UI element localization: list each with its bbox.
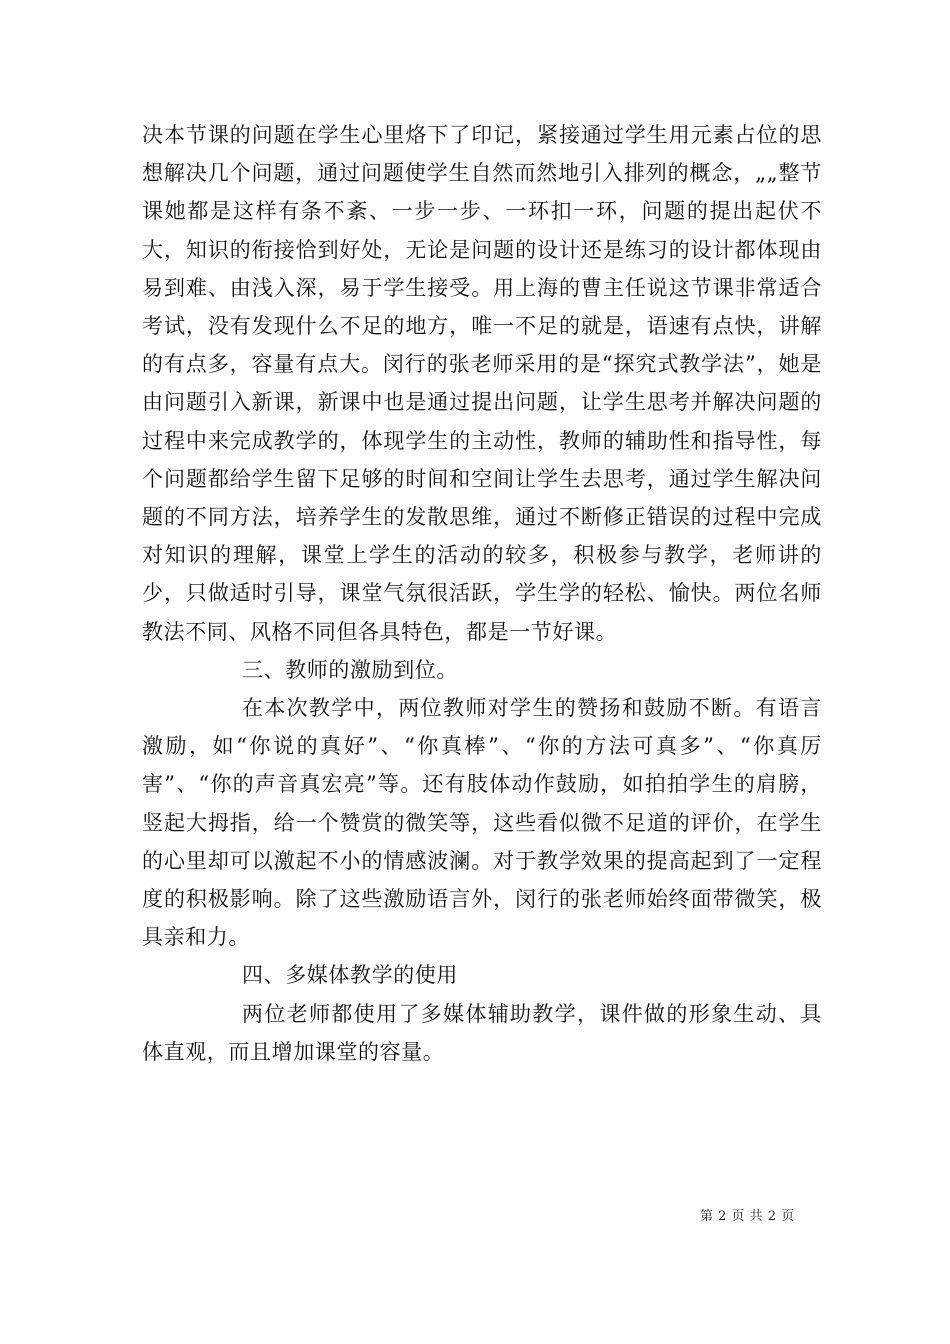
section-heading-multimedia: 四、多媒体教学的使用 bbox=[242, 963, 458, 988]
paragraph-multimedia: 两位老师都使用了多媒体辅助教学，课件做的形象生动、具体直观，而且增加课堂的容量。 bbox=[142, 1001, 822, 1064]
document-body bbox=[142, 116, 822, 1071]
paragraph-encouragement: 在本次教学中，两位教师对学生的赞扬和鼓励不断。有语言激励，如“你说的真好”、“你真棒”、“你的方法可真多”、“你真厉害”、“你的声音真宏亮”等。还有肢体动作鼓励，如拍拍学生的肩膀，竖起大拇指，给一个赞赏的微笑等，这些看似微不足道的评价，在学生的心里却可以激起不小的情感波澜。对于教学效果的提高起到了一定程度的积极影响。除了这些激励语言外，闵行的张老师始终面带微笑，极具亲和力。 bbox=[142, 696, 822, 950]
paragraph-teaching-methods: 决本节课的问题在学生心里烙下了印记，紧接通过学生用元素占位的思想解决几个问题，通过问题使学生自然而然地引入排列的概念，„„整节课她都是这样有条不紊、一步一步、一环扣一环，问题的提出起伏不大，知识的衔接恰到好处，无论是问题的设计还是练习的设计都体现由易到难、由浅入深，易于学生接受。用上海的曹主任说这节课非常适合考试，没有发现什么不足的地方，唯一不足的就是，语速有点快，讲解的有点多，容量有点大。闵行的张老师采用的是“探究式教学法”，她是由问题引入新课，新课中也是通过提出问题，让学生思考并解决问题的过程中来完成教学的，体现学生的主动性，教师的辅助性和指导性，每个问题都给学生留下足够的时间和空间让学生去思考，通过学生解决问题的不同方法，培养学生的发散思维，通过不断修正错误的过程中完成对知识的理解，课堂上学生的活动的较多，积极参与教学，老师讲的少，只做适时引导，课堂气氛很活跃，学生学的轻松、愉快。两位名师教法不同、风格不同但各具特色，都是一节好课。 bbox=[142, 123, 822, 644]
section-heading-teacher-encouragement: 三、教师的激励到位。 bbox=[242, 657, 458, 682]
page-number-footer: 第 2 页 共 2 页 bbox=[700, 1209, 795, 1224]
